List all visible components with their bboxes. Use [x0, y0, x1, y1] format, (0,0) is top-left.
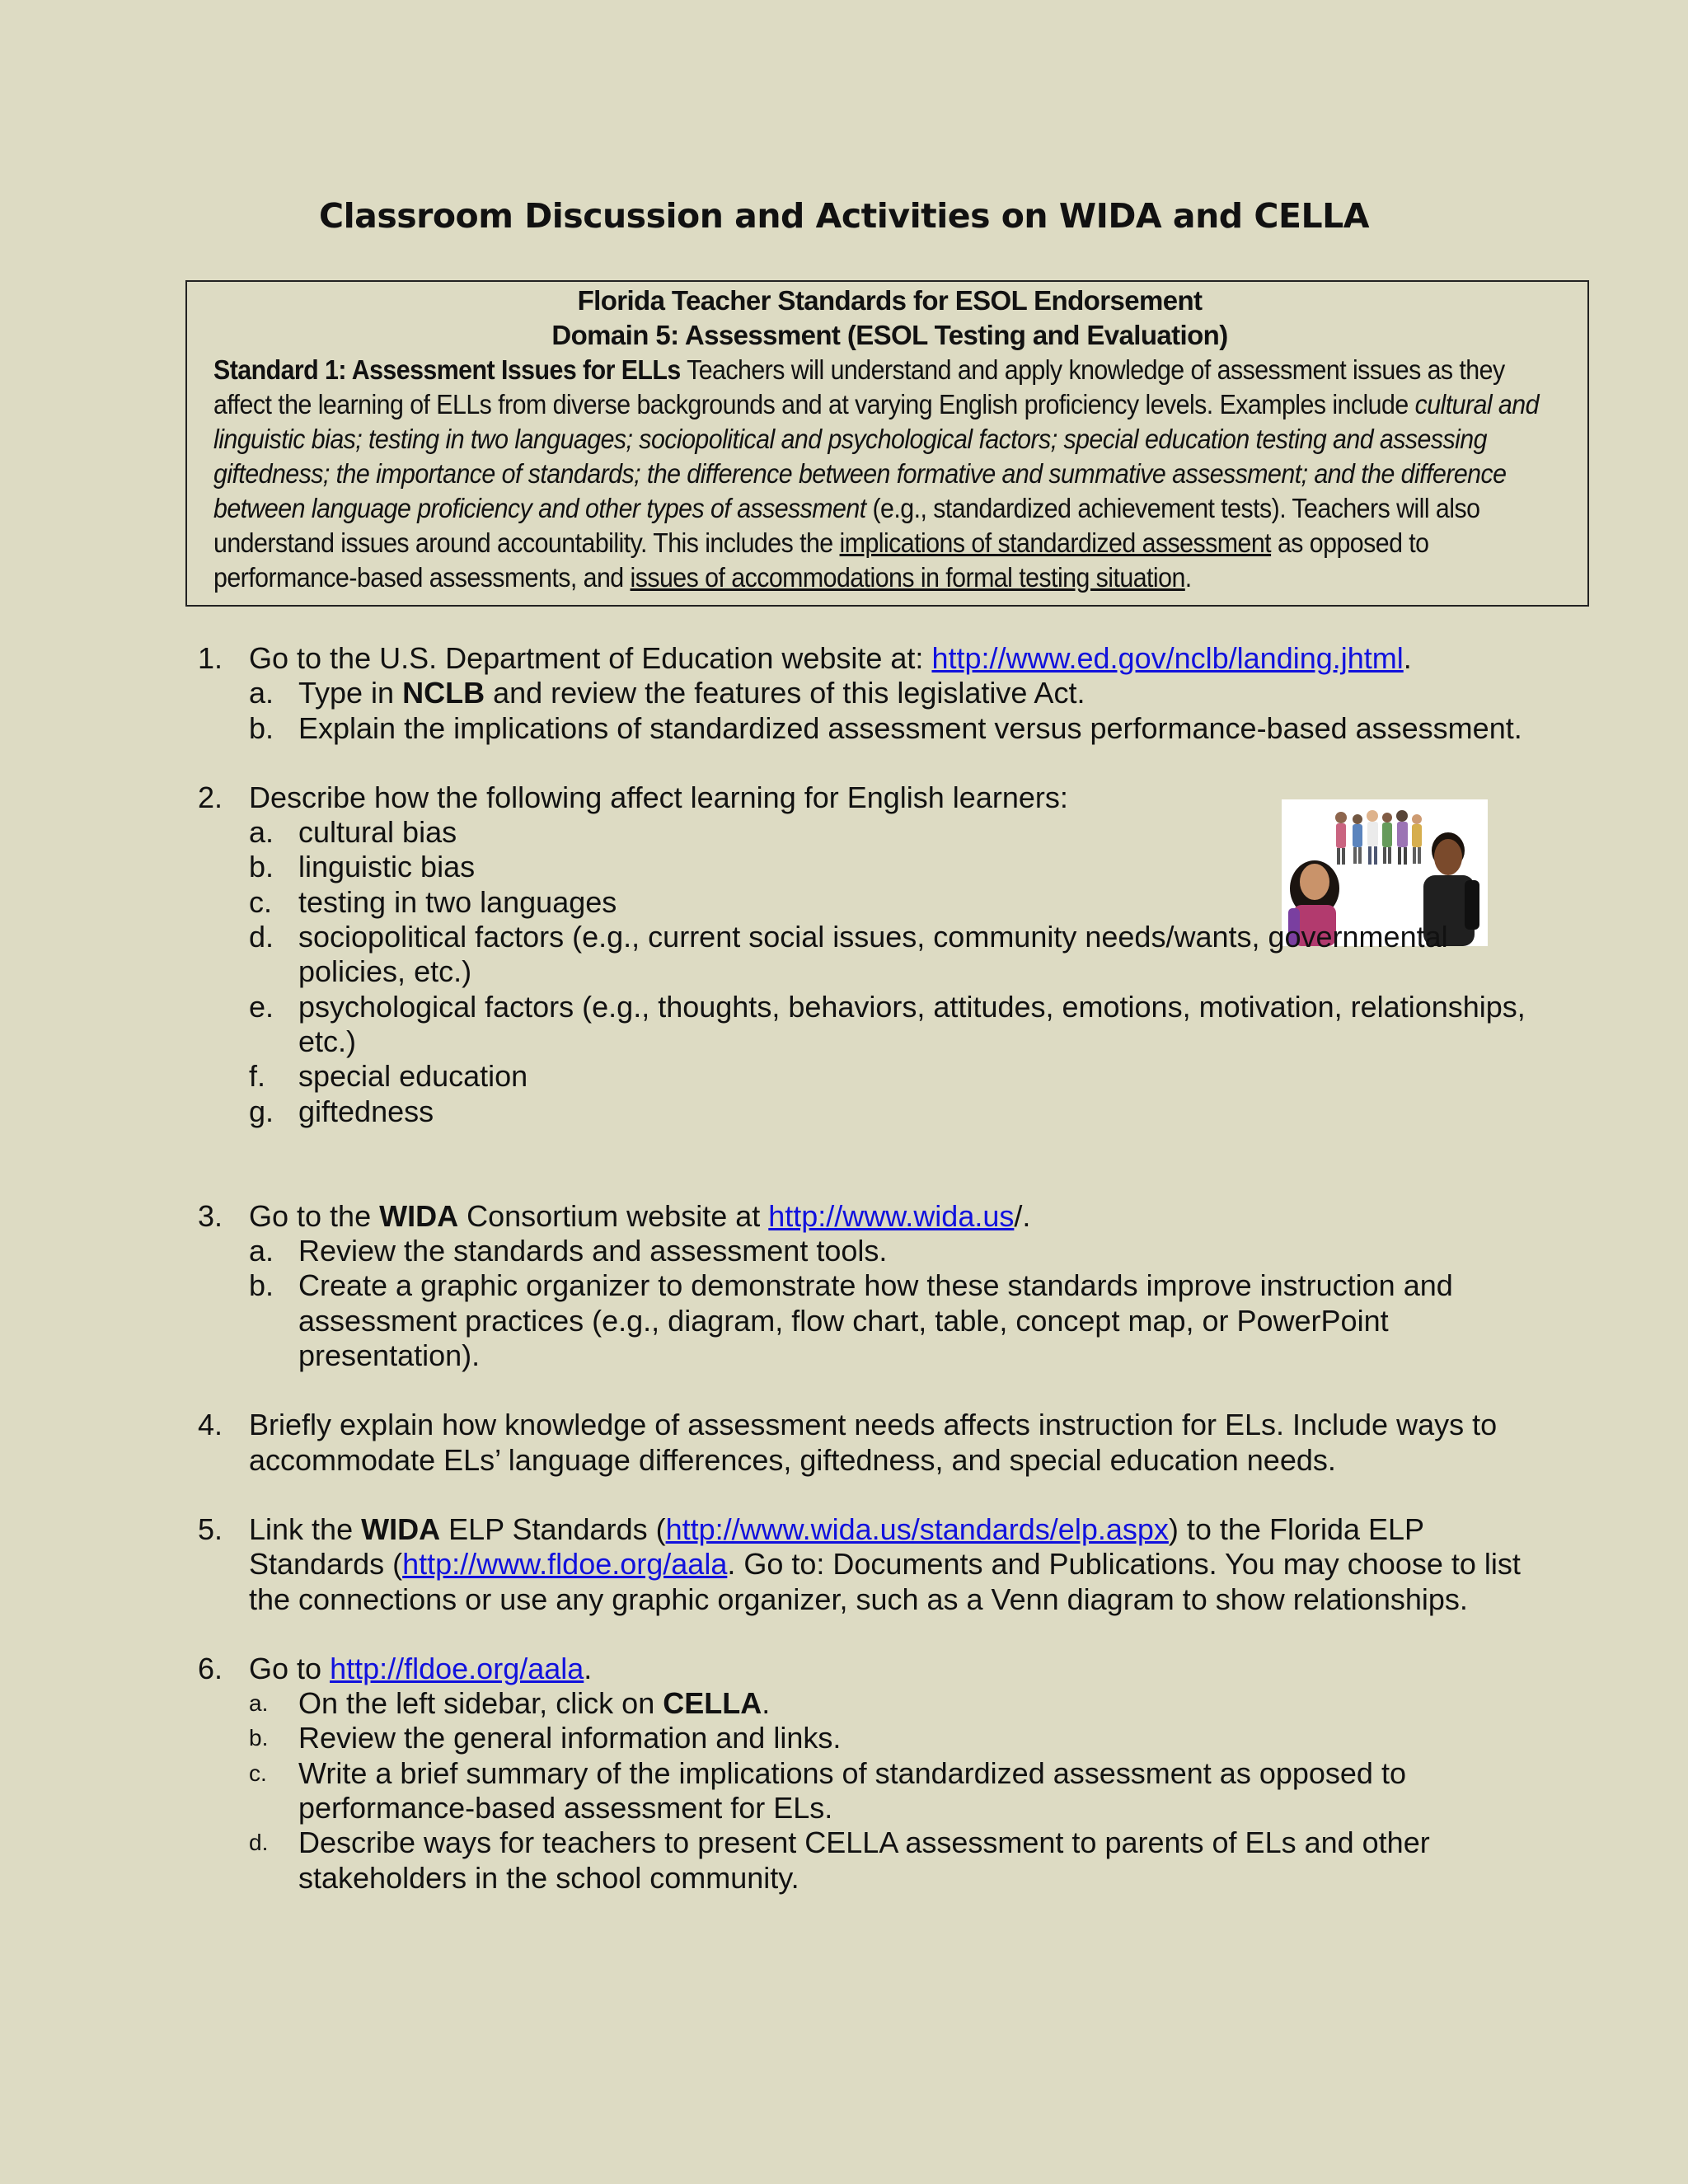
list-item — [198, 1408, 1533, 1478]
sub-item-text: Describe ways for teachers to present CELLA assessment to parents of ELs and other stakeholders in the school community. — [298, 1825, 1430, 1895]
fldoe-aala-link[interactable]: http://www.fldoe.org/aala — [402, 1547, 728, 1582]
sub-item-text: Create a graphic organizer to demonstrate how these standards improve instruction and assessment practices (e.g., diagram, flow chart, table, concept map, or PowerPoint presentation). — [298, 1268, 1453, 1373]
item-number: 4. — [198, 1408, 223, 1442]
standard-underline-2: issues of accommodations in formal testing situation — [630, 562, 1185, 593]
sub-item — [198, 815, 1533, 850]
sub-item-bold: CELLA — [663, 1686, 762, 1721]
sub-item-text: psychological factors (e.g., thoughts, behaviors, attitudes, emotions, motivation, relationships, etc.) — [298, 989, 1526, 1058]
page-title: Classroom Discussion and Activities on WIDA and CELLA — [319, 196, 1369, 236]
sub-item-letter: f. — [249, 1059, 266, 1094]
sub-item-text: Review the standards and assessment tools. — [298, 1234, 888, 1268]
standards-heading-2: Domain 5: Assessment (ESOL Testing and Evaluation) — [551, 320, 1228, 350]
sub-item-letter: c. — [249, 884, 273, 919]
item-number: 6. — [198, 1651, 223, 1685]
list-item — [198, 1512, 1533, 1617]
standards-heading-1: Florida Teacher Standards for ESOL Endorsement — [577, 285, 1203, 316]
item-text: Describe how the following affect learning for English learners: — [249, 780, 1068, 814]
sub-item — [198, 990, 1533, 1060]
sub-item — [198, 885, 1533, 920]
item-text: Go to the U.S. Department of Education website at: — [249, 641, 932, 675]
sub-item — [198, 1234, 1533, 1268]
item-text: Briefly explain how knowledge of assessment needs affects instruction for ELs. Include ways to accommodate ELs’ language differences, giftedness, and special education needs. — [249, 1408, 1498, 1477]
list-item — [198, 1652, 1533, 1686]
standard-examples: cultural and linguistic bias; testing in two languages; sociopolitical and psychological factors; special education testing and assessing giftedness; the importance of standards; the difference between formative and summative assessment; and the difference between language proficiency and other types of assessment — [213, 389, 1539, 523]
sub-item-letter: d. — [249, 1830, 269, 1856]
sub-item — [198, 1094, 1533, 1129]
sub-item-letter: d. — [249, 920, 274, 954]
item-bold: WIDA — [379, 1198, 459, 1233]
sub-item-text: sociopolitical factors (e.g., current social issues, community needs/wants, governmental policies, etc.) — [298, 920, 1448, 989]
sub-item-text: special education — [298, 1059, 528, 1094]
sub-item-letter: e. — [249, 989, 274, 1024]
sub-item — [198, 1059, 1533, 1094]
standard-text-4: . — [1184, 562, 1192, 593]
ed-gov-link[interactable]: http://www.ed.gov/nclb/landing.jhtml — [931, 641, 1404, 675]
sub-item — [198, 850, 1533, 884]
item-number: 3. — [198, 1198, 223, 1233]
sub-item-text: . — [762, 1686, 771, 1721]
sub-item-letter: b. — [249, 850, 274, 884]
sub-item — [198, 920, 1533, 990]
activity-list — [198, 641, 1533, 1896]
item-text: ELP Standards ( — [440, 1511, 666, 1546]
item-text: Consortium website at — [458, 1198, 769, 1233]
sub-item-text: Review the general information and links. — [298, 1721, 842, 1755]
standard-text-1: Teachers will understand and apply knowledge of assessment issues as they affect the learning of ELLs from diverse backgrounds and at varying English proficiency levels. Examples include — [213, 354, 1505, 419]
sub-item-letter: a. — [249, 815, 274, 850]
sub-item-letter: a. — [249, 1234, 274, 1268]
sub-item — [198, 1721, 1533, 1755]
wida-elp-link[interactable]: http://www.wida.us/standards/elp.aspx — [665, 1511, 1169, 1546]
sub-item — [198, 1686, 1533, 1721]
sub-item-letter: b. — [249, 1268, 274, 1303]
sub-item — [198, 1268, 1533, 1373]
item-text: ) to the Florida ELP Standards ( — [249, 1511, 1424, 1582]
sub-item — [198, 1825, 1533, 1896]
item-number: 5. — [198, 1511, 223, 1546]
standard-text-2: (e.g., standardized achievement tests). Teachers will also understand issues around accountability. This includes the — [213, 493, 1480, 558]
standards-box — [185, 280, 1589, 607]
item-text: . — [1403, 641, 1412, 675]
sub-item — [198, 676, 1533, 710]
list-item — [198, 1199, 1533, 1234]
sub-item-text: linguistic bias — [298, 850, 476, 884]
sub-item-letter: b. — [249, 710, 274, 745]
sub-item — [198, 711, 1533, 746]
sub-item-letter: g. — [249, 1094, 274, 1128]
sub-item-text: On the left sidebar, click on — [298, 1686, 663, 1721]
item-text: . — [584, 1651, 593, 1685]
item-text: Link the — [249, 1511, 362, 1546]
item-number: 2. — [198, 780, 223, 814]
sub-item-letter: a. — [249, 676, 274, 710]
item-text: . Go to: Documents and Publications. You may choose to list the connections or use any graphic organizer, such as a Venn diagram to show relationships. — [249, 1547, 1521, 1616]
item-text: /. — [1014, 1198, 1031, 1233]
sub-item-text: cultural bias — [298, 815, 457, 850]
sub-item-text: and review the features of this legislative Act. — [485, 676, 1085, 710]
sub-item-text: testing in two languages — [298, 884, 617, 919]
sub-item-text: Type in — [298, 676, 403, 710]
sub-item-letter: a. — [249, 1690, 269, 1717]
sub-item-bold: NCLB — [402, 676, 485, 710]
item-text: Go to — [249, 1651, 331, 1685]
sub-item-text: giftedness — [298, 1094, 434, 1128]
wida-link[interactable]: http://www.wida.us — [768, 1198, 1015, 1233]
standard-label: Standard 1: Assessment Issues for ELLs — [213, 354, 681, 385]
standard-description — [213, 353, 1557, 595]
list-item — [198, 780, 1533, 815]
item-bold: WIDA — [361, 1511, 441, 1546]
sub-item-text: Explain the implications of standardized assessment versus performance-based assessment. — [298, 710, 1522, 745]
standard-text-3: as opposed to performance-based assessments, and — [213, 527, 1429, 593]
list-item — [198, 641, 1533, 676]
sub-item-letter: b. — [249, 1725, 269, 1751]
item-text: Go to the — [249, 1198, 380, 1233]
item-number: 1. — [198, 641, 223, 675]
sub-item — [198, 1756, 1533, 1826]
sub-item-letter: c. — [249, 1760, 267, 1786]
standard-underline-1: implications of standardized assessment — [839, 527, 1272, 558]
fldoe-link[interactable]: http://fldoe.org/aala — [330, 1651, 584, 1685]
sub-item-text: Write a brief summary of the implications of standardized assessment as opposed to performance-based assessment for ELs. — [298, 1755, 1406, 1825]
